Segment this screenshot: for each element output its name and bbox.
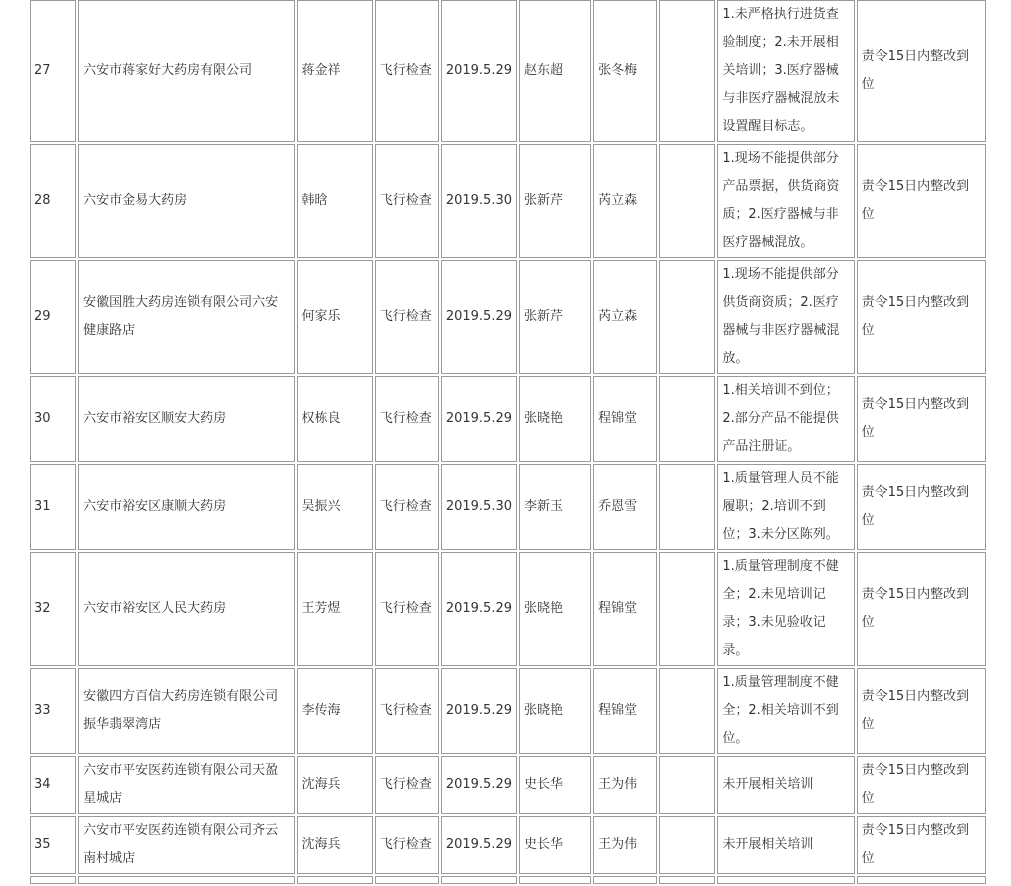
inspector-1: 赵东超 [519,0,591,142]
table-row [30,552,986,666]
issues-found: 未开展相关培训 [717,816,854,874]
company-name: 六安市平安医药连锁有限公司齐云南村城店 [78,816,294,874]
blank-cell [659,376,715,462]
row-number: 29 [30,260,76,374]
inspector-1: 史长华 [519,816,591,874]
blank-cell [659,552,715,666]
company-name: 安徽四方百信大药房连锁有限公司振华翡翠湾店 [78,668,294,754]
issues-found: 1.质量管理制度不健全；2.未见培训记录；3.未见验收记录。 [717,552,854,666]
company-name: 六安市平安医药连锁有限公司天盈星城店 [78,756,294,814]
table-row [30,816,986,874]
inspector-1: 张晓艳 [519,376,591,462]
inspector-1 [519,876,591,884]
inspection-type: 飞行检查 [375,756,439,814]
inspection-date: 2019.5.29 [441,816,517,874]
issues-found [717,876,854,884]
inspection-type: 飞行检查 [375,260,439,374]
inspector-2: 程锦堂 [593,668,657,754]
responsible-person: 吴振兴 [297,464,373,550]
issues-found: 1.现场不能提供部分产品票据，供货商资质；2.医疗器械与非医疗器械混放。 [717,144,854,258]
inspection-date: 2019.5.30 [441,144,517,258]
inspection-date: 2019.5.29 [441,376,517,462]
row-number: 27 [30,0,76,142]
required-action: 责令15日内整改到位 [857,668,986,754]
inspector-2: 芮立森 [593,260,657,374]
required-action: 责令15日内整改到位 [857,816,986,874]
blank-cell [659,816,715,874]
company-name: 六安市金易大药房 [78,144,294,258]
issues-found: 1.现场不能提供部分供货商资质；2.医疗器械与非医疗器械混放。 [717,260,854,374]
inspection-type: 飞行检查 [375,464,439,550]
inspector-1: 张新芹 [519,260,591,374]
blank-cell [659,464,715,550]
inspector-2: 芮立森 [593,144,657,258]
inspection-date: 2019.5.29 [441,0,517,142]
required-action: 责令15日内整改到位 [857,464,986,550]
inspector-2: 程锦堂 [593,376,657,462]
responsible-person: 李传海 [297,668,373,754]
table-row-partial [30,876,986,884]
required-action: 责令15日内整改到位 [857,376,986,462]
inspection-type [375,876,439,884]
row-number: 30 [30,376,76,462]
required-action: 责令15日内整改到位 [857,260,986,374]
responsible-person: 韩晗 [297,144,373,258]
row-number [30,876,76,884]
inspection-results-table-container [28,0,988,886]
company-name: 六安市裕安区康顺大药房 [78,464,294,550]
company-name: 六安市裕安区人民大药房 [78,552,294,666]
blank-cell [659,668,715,754]
table-body [30,0,986,884]
company-name: 六安市蒋家好大药房有限公司 [78,0,294,142]
required-action: 责令15日内整改到位 [857,0,986,142]
inspection-type: 飞行检查 [375,376,439,462]
inspector-1: 张晓艳 [519,552,591,666]
company-name: 六安市裕安区顺安大药房 [78,376,294,462]
inspection-date: 2019.5.29 [441,756,517,814]
row-number: 34 [30,756,76,814]
blank-cell [659,0,715,142]
inspector-2 [593,876,657,884]
issues-found: 未开展相关培训 [717,756,854,814]
row-number: 32 [30,552,76,666]
inspection-date: 2019.5.29 [441,260,517,374]
row-number: 28 [30,144,76,258]
blank-cell [659,260,715,374]
table-row [30,144,986,258]
inspection-type: 飞行检查 [375,0,439,142]
responsible-person: 沈海兵 [297,816,373,874]
inspection-results-table [28,0,988,886]
required-action: 责令15日内整改到位 [857,144,986,258]
inspection-date: 2019.5.29 [441,668,517,754]
table-row [30,668,986,754]
responsible-person: 王芳煜 [297,552,373,666]
inspector-2: 王为伟 [593,816,657,874]
responsible-person: 何家乐 [297,260,373,374]
company-name [78,876,294,884]
required-action: 责令15日内整改到位 [857,552,986,666]
inspector-1: 张新芹 [519,144,591,258]
inspection-type: 飞行检查 [375,816,439,874]
inspector-2: 王为伟 [593,756,657,814]
responsible-person: 沈海兵 [297,756,373,814]
issues-found: 1.相关培训不到位；2.部分产品不能提供产品注册证。 [717,376,854,462]
row-number: 31 [30,464,76,550]
table-row [30,260,986,374]
responsible-person: 权栋良 [297,376,373,462]
blank-cell [659,144,715,258]
blank-cell [659,876,715,884]
required-action [857,876,986,884]
inspection-type: 飞行检查 [375,552,439,666]
table-row [30,376,986,462]
inspection-type: 飞行检查 [375,144,439,258]
inspection-date [441,876,517,884]
company-name: 安徽国胜大药房连锁有限公司六安健康路店 [78,260,294,374]
issues-found: 1.质量管理人员不能履职；2.培训不到位；3.未分区陈列。 [717,464,854,550]
inspector-2: 程锦堂 [593,552,657,666]
table-row [30,0,986,142]
inspector-2: 乔恩雪 [593,464,657,550]
required-action: 责令15日内整改到位 [857,756,986,814]
row-number: 35 [30,816,76,874]
table-row [30,464,986,550]
issues-found: 1.未严格执行进货查验制度；2.未开展相关培训；3.医疗器械与非医疗器械混放未设置醒目标志。 [717,0,854,142]
responsible-person: 蒋金祥 [297,0,373,142]
row-number: 33 [30,668,76,754]
inspector-1: 史长华 [519,756,591,814]
blank-cell [659,756,715,814]
inspector-2: 张冬梅 [593,0,657,142]
table-row [30,756,986,814]
responsible-person [297,876,373,884]
issues-found: 1.质量管理制度不健全；2.相关培训不到位。 [717,668,854,754]
inspector-1: 张晓艳 [519,668,591,754]
inspection-date: 2019.5.30 [441,464,517,550]
inspection-date: 2019.5.29 [441,552,517,666]
inspection-type: 飞行检查 [375,668,439,754]
inspector-1: 李新玉 [519,464,591,550]
